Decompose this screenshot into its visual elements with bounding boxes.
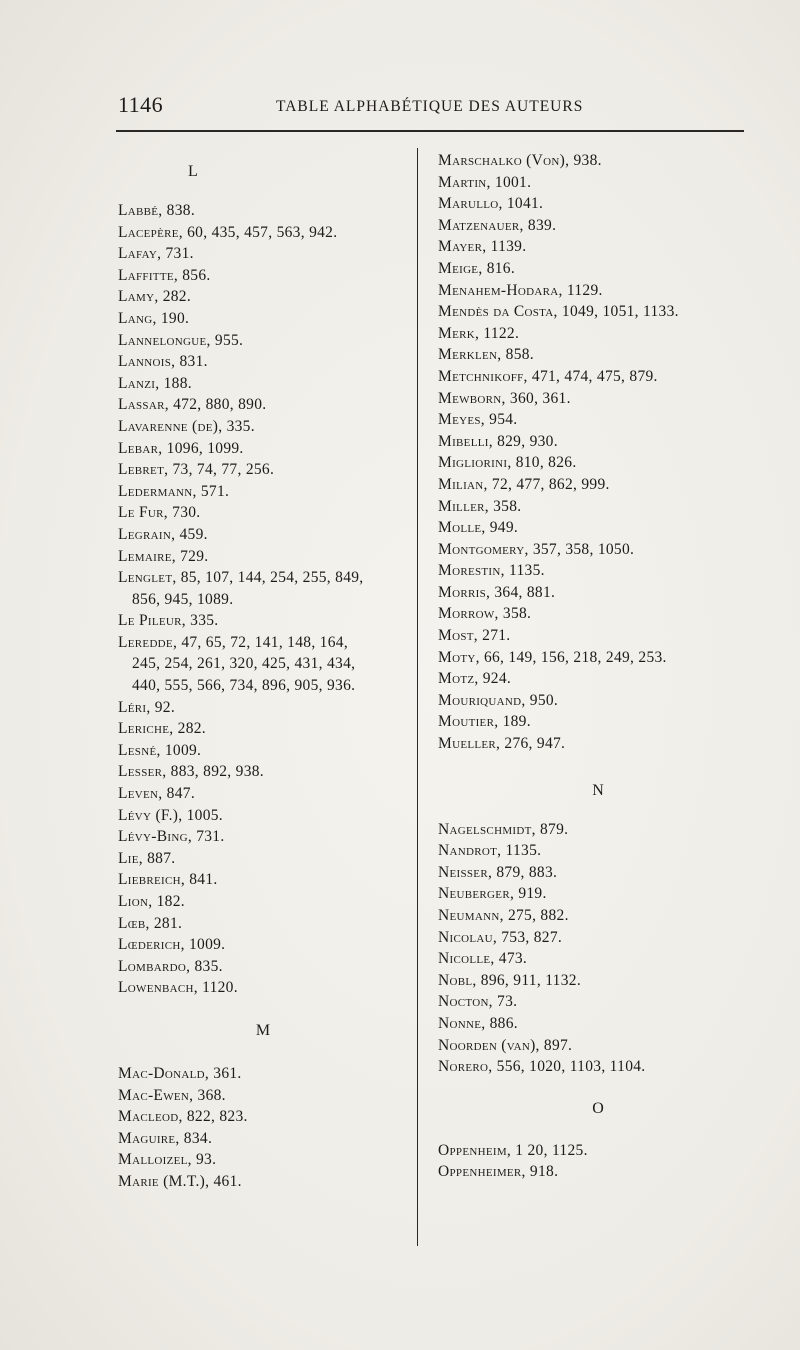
page-references: 1005. (186, 806, 223, 824)
author-name: Migliorini, (438, 454, 512, 472)
entries-m-right (438, 150, 758, 755)
author-name: Le Pileur, (118, 612, 186, 630)
author-name: Marullo, (438, 195, 503, 213)
page-references: 1122. (483, 324, 520, 342)
author-name: Mewborn, (438, 389, 506, 407)
author-name: Metchnikoff, (438, 367, 528, 385)
page-references: 361. (213, 1064, 242, 1082)
index-entry (118, 243, 408, 265)
page-references: 919. (518, 885, 547, 903)
page-references: 335. (226, 417, 255, 435)
index-entry (118, 524, 408, 546)
author-name: Leriche, (118, 720, 174, 738)
page-references: 879. (540, 820, 569, 838)
index-entry (438, 603, 758, 625)
index-entry (438, 819, 758, 841)
author-name: Noorden (van), (438, 1036, 540, 1054)
author-name: Nonne, (438, 1014, 486, 1032)
author-name: Macleod, (118, 1108, 183, 1126)
index-entry (118, 265, 408, 287)
author-name: Ledermann, (118, 482, 197, 500)
author-name: Matzenauer, (438, 216, 524, 234)
author-name: Lannois, (118, 353, 176, 371)
page-references: 1041. (506, 195, 544, 213)
index-entry (118, 394, 408, 416)
index-entry (118, 956, 408, 978)
page-references: 281. (153, 914, 183, 932)
author-name: Norero, (438, 1058, 493, 1076)
running-title: TABLE ALPHABÉTIQUE DES AUTEURS (276, 98, 584, 115)
index-entry (438, 301, 758, 323)
index-entry (118, 373, 408, 395)
page-references: 858. (505, 346, 534, 364)
page-references: 189. (502, 713, 531, 731)
page-references: 856. (182, 266, 211, 284)
author-name: Lesné, (118, 741, 161, 759)
author-name: Moty, (438, 648, 480, 666)
index-entry (118, 610, 408, 632)
index-entry (438, 150, 758, 172)
index-entry (438, 280, 758, 302)
index-entry (118, 1063, 408, 1085)
page-references: 829, 930. (497, 432, 558, 450)
author-name: Moutier, (438, 713, 499, 731)
author-name: Martin, (438, 173, 491, 191)
page-references: 1001. (494, 173, 532, 191)
index-entry (438, 517, 758, 539)
author-name: Miller, (438, 497, 489, 515)
index-entry-continuation (118, 589, 408, 611)
page-references: 1135. (509, 562, 545, 580)
page-references: 358. (493, 497, 522, 515)
author-name: Leredde, (118, 633, 178, 651)
page-references: 753, 827. (501, 928, 563, 946)
index-entry (438, 193, 758, 215)
page-references: 1009. (164, 741, 202, 759)
author-name: Nicolle, (438, 950, 495, 968)
page-references: 886. (489, 1014, 518, 1032)
index-entry (118, 502, 408, 524)
page-references: 60, 435, 457, 563, 942. (187, 223, 338, 241)
page-references: 73, 74, 77, 256. (172, 461, 275, 479)
index-entry (438, 474, 758, 496)
page-references: 271. (482, 627, 511, 645)
page-references: 822, 823. (186, 1108, 248, 1126)
index-entry (438, 970, 758, 992)
index-entry (438, 948, 758, 970)
page-references: 838. (166, 202, 195, 219)
page-references: 924. (482, 670, 512, 688)
index-entry (438, 905, 758, 927)
index-entry (438, 668, 758, 690)
index-entry (438, 1056, 758, 1078)
author-name: Oppenheimer, (438, 1163, 526, 1181)
index-entry (438, 690, 758, 712)
page-references: 729. (180, 547, 209, 565)
page-references: 473. (498, 950, 528, 968)
author-name: Morestin, (438, 562, 505, 580)
page-references: 810, 826. (515, 454, 577, 472)
author-name: Lœb, (118, 914, 150, 932)
index-entry (438, 582, 758, 604)
page-references: 556, 1020, 1103, 1104. (496, 1058, 646, 1076)
index-entry (118, 286, 408, 308)
page-references: 358. (502, 605, 532, 623)
author-name: Neuberger, (438, 885, 515, 903)
author-name: Lebret, (118, 461, 169, 479)
page-references: 459. (179, 525, 208, 543)
index-entry (438, 1140, 758, 1162)
page-references: 72, 477, 862, 999. (491, 475, 610, 493)
index-entry (118, 977, 408, 999)
index-entry (438, 431, 758, 453)
entries-m-left (118, 1063, 408, 1193)
author-name: Lombardo, (118, 957, 191, 975)
author-name: Legrain, (118, 525, 176, 543)
author-name: Marschalko (Von), (438, 152, 570, 169)
section-letter-n: N (592, 781, 604, 799)
page-references: 955. (214, 331, 244, 349)
author-name: Molle, (438, 519, 486, 537)
index-entry (118, 1171, 408, 1193)
author-name: Meige, (438, 259, 483, 277)
author-name: Nicolau, (438, 928, 498, 946)
entries-n (438, 819, 758, 1078)
page-references: 188. (163, 374, 192, 392)
author-name: Lamy, (118, 288, 159, 306)
page-references: 1009. (188, 936, 226, 954)
author-name: Nagelschmidt, (438, 820, 536, 838)
author-name: Meyes, (438, 411, 485, 429)
index-entry (118, 567, 408, 589)
author-name: Most, (438, 627, 478, 645)
author-name: Lang, (118, 309, 157, 327)
author-name: Labbé, (118, 202, 163, 219)
page-references: 1 20, 1125. (515, 1141, 588, 1159)
index-entry (438, 452, 758, 474)
left-column (118, 150, 408, 1193)
author-name: Lowenbach, (118, 979, 198, 997)
page-references: 472, 880, 890. (173, 396, 267, 414)
author-name: Lanzi, (118, 374, 160, 392)
author-name: Lion, (118, 893, 153, 910)
page-references: 835. (194, 957, 223, 975)
page-references: 85, 107, 144, 254, 255, 849, (180, 569, 364, 587)
page-references: 190. (160, 309, 190, 327)
page-references: 834. (183, 1129, 213, 1147)
author-name: Nandrot, (438, 842, 502, 860)
author-name: Laffitte, (118, 266, 179, 284)
index-entry (118, 826, 408, 848)
author-name: Lévy-Bing, (118, 828, 193, 846)
page-references: 440, 555, 566, 734, 896, 905, 936. (132, 677, 356, 695)
index-entry (118, 438, 408, 460)
page-references: 887. (147, 849, 176, 867)
index-entry (118, 805, 408, 827)
page-references: 66, 149, 156, 218, 249, 253. (483, 648, 667, 666)
entries-l (118, 200, 408, 999)
index-entry (118, 934, 408, 956)
page-references: 897. (543, 1036, 573, 1054)
author-name: Liebreich, (118, 871, 186, 889)
author-name: Nocton, (438, 993, 493, 1011)
index-entry (118, 761, 408, 783)
index-entry (438, 258, 758, 280)
page-references: 335. (190, 612, 219, 630)
index-entry (438, 323, 758, 345)
index-entry (118, 869, 408, 891)
author-name: Le Fur, (118, 504, 168, 522)
index-entry (438, 1035, 758, 1057)
author-name: Maguire, (118, 1129, 180, 1147)
page-references: 856, 945, 1089. (132, 590, 234, 608)
author-name: Lafay, (118, 245, 162, 263)
index-entry (118, 740, 408, 762)
index-entry (438, 560, 758, 582)
author-name: Mouriquand, (438, 691, 526, 709)
page-references: 92. (154, 698, 176, 716)
page-header (118, 92, 748, 118)
author-name: Milian, (438, 475, 488, 493)
author-name: Lacepère, (118, 223, 183, 241)
index-entry (118, 848, 408, 870)
index-entry (118, 222, 408, 244)
index-entry (438, 1161, 758, 1183)
author-name: Mac-Donald, (118, 1064, 210, 1082)
index-entry (118, 200, 408, 222)
page-references: 950. (529, 691, 559, 709)
index-entry (118, 783, 408, 805)
page-references: 918. (529, 1163, 559, 1181)
index-entry (438, 215, 758, 237)
author-name: Mibelli, (438, 432, 493, 450)
author-name: Oppenheim, (438, 1141, 512, 1159)
index-entry (438, 991, 758, 1013)
index-entry (438, 862, 758, 884)
index-entry (118, 351, 408, 373)
author-name: Mueller, (438, 735, 501, 753)
page-references: 364, 881. (494, 583, 556, 601)
author-name: Lemaire, (118, 547, 176, 565)
section-letter-l: L (188, 163, 198, 180)
index-entry (438, 539, 758, 561)
page-references: 1129. (566, 281, 603, 299)
index-entry-continuation (118, 653, 408, 675)
author-name: Lie, (118, 849, 143, 867)
author-name: Lannelongue, (118, 331, 211, 349)
index-entry (438, 840, 758, 862)
page-references: 182. (156, 893, 185, 910)
index-entry (118, 330, 408, 352)
index-entry (118, 891, 408, 913)
author-name: Lévy (F.), (118, 806, 183, 824)
page-references: 847. (166, 785, 195, 803)
author-name: Lenglet, (118, 569, 177, 587)
author-name: Merk, (438, 324, 480, 342)
author-name: Léri, (118, 698, 151, 716)
right-column (438, 150, 758, 1183)
index-entry (438, 927, 758, 949)
page-references: 883, 892, 938. (170, 763, 264, 781)
index-entry (118, 1128, 408, 1150)
header-rule (116, 130, 744, 132)
page-references: 1135. (505, 842, 542, 860)
author-name: Mac-Ewen, (118, 1086, 194, 1104)
index-entry (118, 697, 408, 719)
index-entry-continuation (118, 675, 408, 697)
index-entry (438, 344, 758, 366)
page-references: 1139. (490, 238, 527, 256)
author-name: Malloizel, (118, 1151, 192, 1169)
index-entry (118, 1106, 408, 1128)
page-references: 731. (165, 245, 194, 263)
column-divider (417, 148, 418, 1246)
page-references: 731. (196, 828, 225, 846)
author-name: Lassar, (118, 396, 169, 414)
page-references: 1096, 1099. (166, 439, 244, 457)
index-entry (118, 1085, 408, 1107)
author-name: Lebar, (118, 439, 163, 457)
page-references: 275, 882. (507, 907, 569, 924)
index-entry (438, 388, 758, 410)
entries-o (438, 1140, 758, 1183)
author-name: Merklen, (438, 346, 502, 364)
author-name: Montgomery, (438, 540, 529, 558)
index-entry (438, 496, 758, 518)
author-name: Lavarenne (de), (118, 417, 223, 435)
page-references: 461. (213, 1172, 242, 1190)
page-references: 954. (489, 411, 518, 429)
index-entry (438, 625, 758, 647)
author-name: Menahem-Hodara, (438, 281, 563, 299)
index-entry (118, 1149, 408, 1171)
index-entry (438, 647, 758, 669)
section-letter-m: M (255, 1021, 271, 1039)
page-references: 879, 883. (496, 863, 558, 881)
page-references: 938. (573, 152, 602, 169)
page-references: 360, 361. (509, 389, 571, 407)
page-references: 357, 358, 1050. (532, 540, 635, 558)
author-name: Nobl, (438, 971, 477, 989)
section-letter-o: O (592, 1099, 604, 1117)
index-entry (438, 366, 758, 388)
index-entry (438, 409, 758, 431)
author-name: Neumann, (438, 907, 504, 924)
author-name: Leven, (118, 785, 163, 803)
page-references: 730. (172, 504, 201, 522)
author-name: Morris, (438, 583, 491, 601)
author-name: Morrow, (438, 605, 499, 623)
author-name: Lesser, (118, 763, 167, 781)
page-references: 831. (179, 353, 208, 371)
index-entry (438, 711, 758, 733)
index-entry (118, 459, 408, 481)
page-references: 471, 474, 475, 879. (531, 367, 658, 385)
author-name: Mayer, (438, 238, 487, 256)
page-references: 73. (497, 993, 518, 1011)
page-references: 571. (200, 482, 230, 500)
page-references: 896, 911, 1132. (480, 971, 581, 989)
page-references: 93. (196, 1151, 217, 1169)
page-references: 282. (177, 720, 206, 738)
page-references: 282. (162, 288, 192, 306)
page-references: 245, 254, 261, 320, 425, 431, 434, (132, 655, 356, 673)
page-references: 839. (527, 216, 557, 234)
page-references: 949. (489, 519, 519, 537)
index-entry (118, 546, 408, 568)
author-name: Marie (M.T.), (118, 1172, 210, 1190)
index-entry (438, 172, 758, 194)
author-name: Motz, (438, 670, 479, 688)
index-entry (118, 416, 408, 438)
page-references: 1049, 1051, 1133. (561, 303, 679, 321)
author-name: Lœderich, (118, 936, 185, 954)
page-number: 1146 (118, 92, 164, 117)
index-entry (118, 308, 408, 330)
index-entry (118, 481, 408, 503)
page-references: 816. (486, 259, 516, 277)
index-entry (438, 1013, 758, 1035)
index-entry (118, 718, 408, 740)
index-entry (118, 632, 408, 654)
page-references: 1120. (202, 979, 238, 997)
page-references: 368. (197, 1086, 226, 1104)
author-name: Mendès da Costa, (438, 303, 558, 321)
index-entry (438, 883, 758, 905)
page-references: 841. (189, 871, 218, 889)
index-entry (438, 733, 758, 755)
author-name: Neisser, (438, 863, 493, 881)
page-references: 276, 947. (504, 735, 566, 753)
page-references: 47, 65, 72, 141, 148, 164, (181, 633, 349, 651)
index-entry (118, 913, 408, 935)
index-entry (438, 236, 758, 258)
